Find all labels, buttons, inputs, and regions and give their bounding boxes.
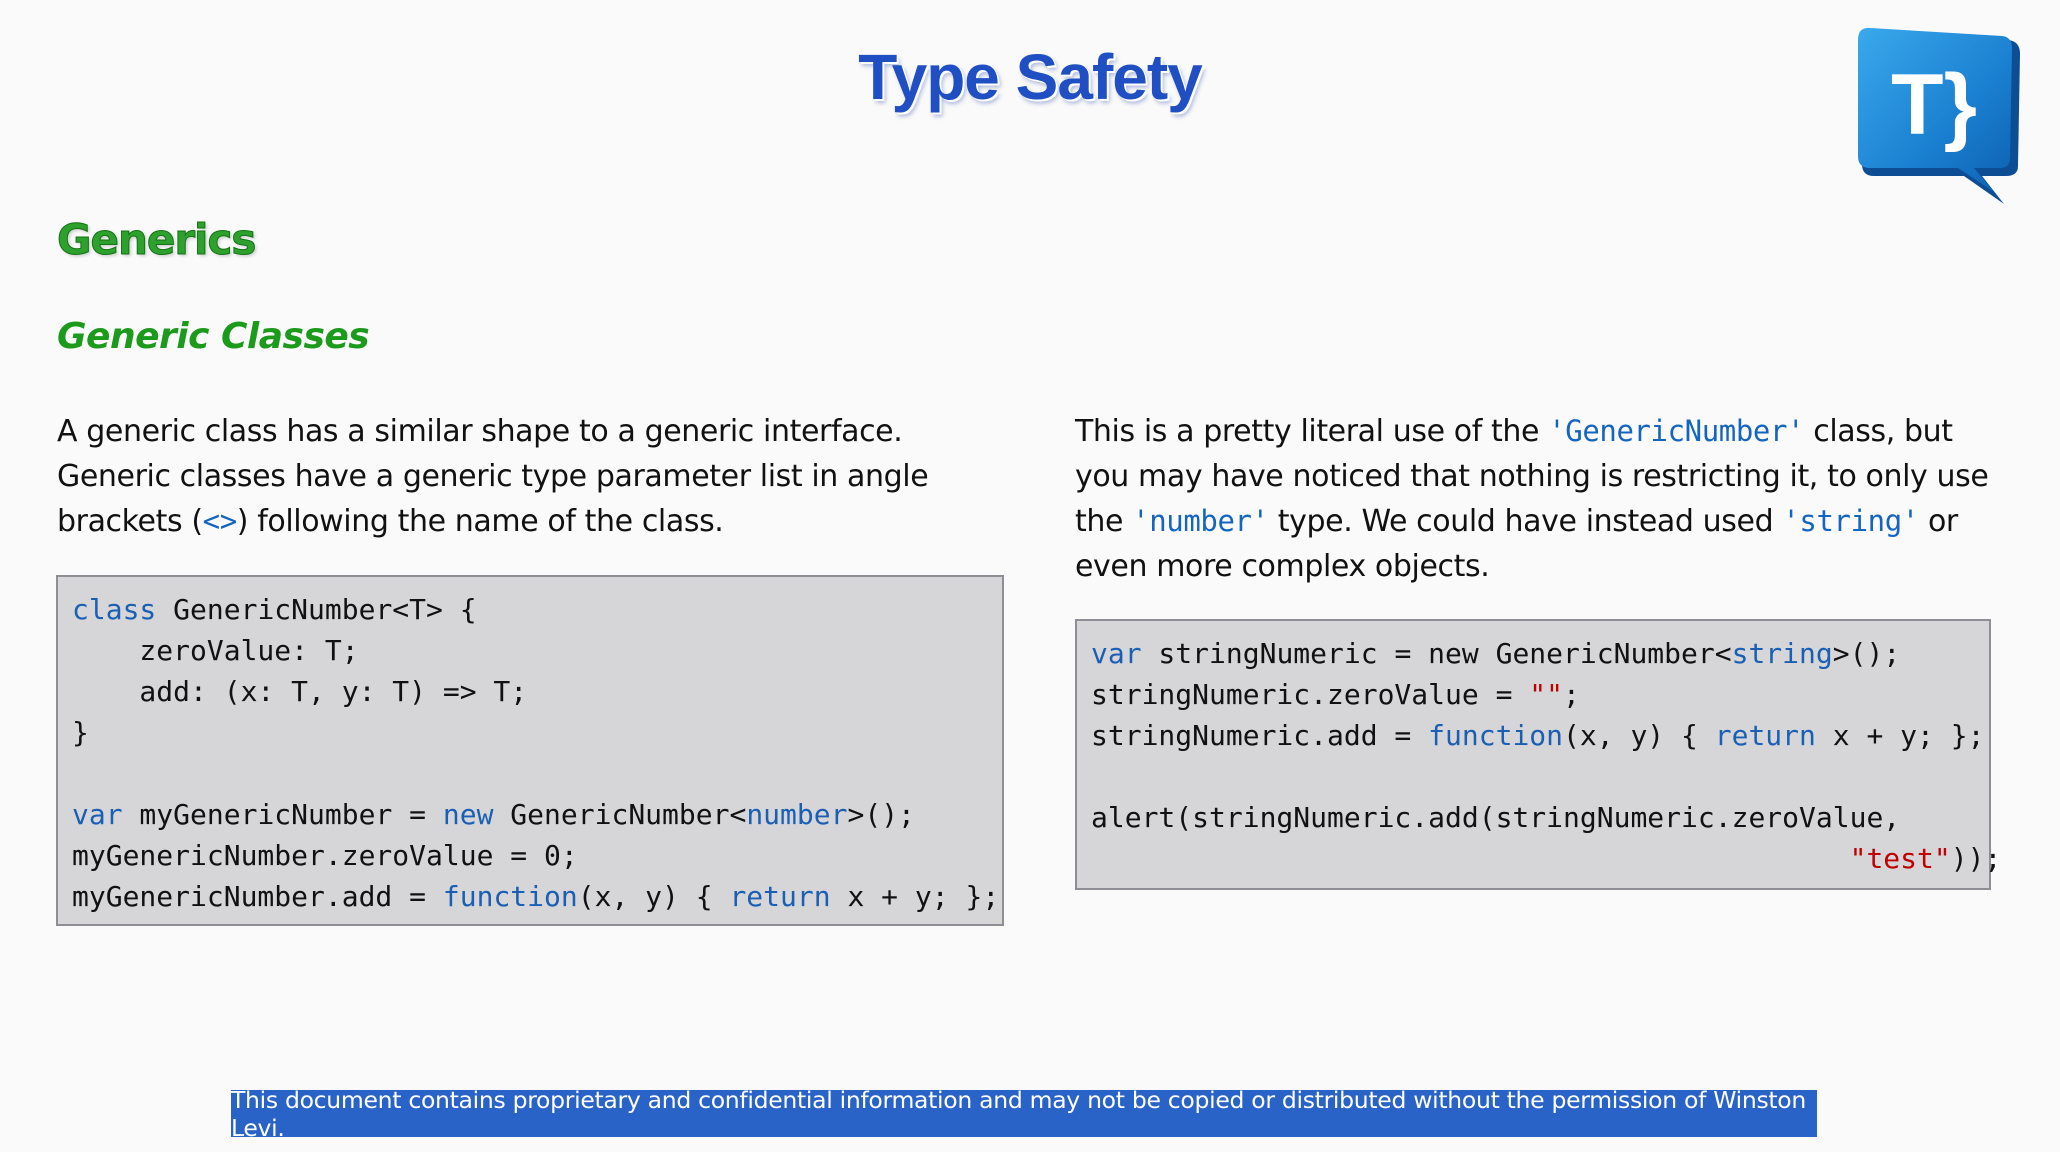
right-paragraph [1075,409,2015,589]
code-text: myGenericNumber.zeroValue = 0; [72,839,578,872]
code-keyword: var [1091,637,1142,670]
code-text: (x, y) { [1563,719,1715,752]
code-text: )); [1950,842,2002,875]
code-keyword: new [442,798,494,831]
code-text: x + y; }; [830,880,1000,913]
code-text: stringNumeric.add = [1091,719,1429,752]
code-token: 'string' [1782,504,1919,538]
code-keyword: number [746,798,848,831]
code-text: myGenericNumber.add = [72,880,443,913]
code-text: >(); [1832,637,1901,670]
paragraph-text: type. We could have instead used [1268,504,1783,539]
code-keyword: var [72,798,123,831]
code-keyword: function [442,880,578,913]
code-text: (x, y) { [577,880,730,913]
code-string: "" [1529,678,1564,711]
code-token: 'GenericNumber' [1548,414,1805,448]
code-text: zeroValue: T; [72,634,359,667]
paragraph-text: class, but you may have noticed that nothing is restricting it, to only use the [1075,414,1989,539]
code-text: alert(stringNumeric.add(stringNumeric.zeroValue, [1091,801,1901,834]
code-keyword: class [72,593,157,626]
section-heading: Generics [57,215,256,264]
code-token: 'number' [1132,504,1269,538]
left-paragraph [57,409,977,544]
code-text: add: (x: T, y: T) => T; [72,675,528,708]
page-title: Type Safety [858,41,1202,113]
code-text: myGenericNumber = [122,798,443,831]
code-keyword: function [1428,719,1564,752]
code-token: <> [202,504,237,538]
paragraph-text: or even more complex objects. [1075,504,1958,584]
code-block-left [56,575,1004,926]
code-text: GenericNumber< [493,798,747,831]
paragraph-text: ) following the name of the class. [236,504,724,539]
code-text: >(); [847,798,915,831]
logo-text: T} [1891,57,1977,153]
code-string: "test" [1849,842,1951,875]
code-indent [1091,842,1850,875]
code-keyword: return [729,880,831,913]
paragraph-text: A generic class has a similar shape to a generic interface. Generic classes have a generic type parameter list in angle brackets ( [57,414,929,539]
code-block-right [1075,619,2002,890]
code-text: } [72,716,89,749]
speech-bubble-logo-icon [1852,26,2024,210]
code-text: ; [1563,678,1580,711]
code-text: stringNumeric.zeroValue = [1091,678,1530,711]
code-keyword: string [1731,637,1833,670]
confidentiality-footer: This document contains proprietary and confidential information and may not be copied or distributed without the permission of Winston Levi. [231,1090,1817,1137]
paragraph-text: This is a pretty literal use of the [1075,414,1549,449]
code-text: x + y; }; [1815,719,1985,752]
code-keyword: return [1714,719,1816,752]
code-text: GenericNumber<T> { [156,593,477,626]
code-text: stringNumeric = new GenericNumber< [1141,637,1732,670]
sub-heading: Generic Classes [57,316,370,357]
